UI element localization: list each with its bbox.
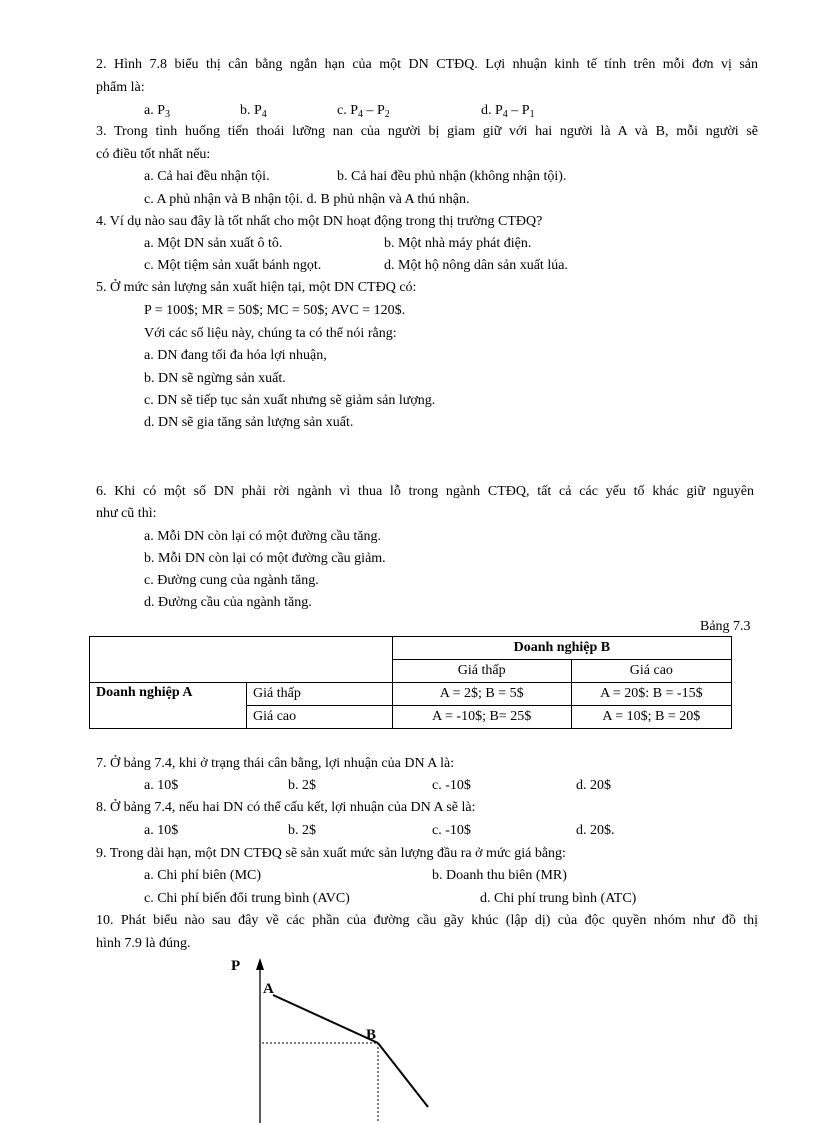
firm-b-low-price: Giá thấp: [392, 660, 571, 683]
q7-option-c: c. -10$: [432, 778, 471, 793]
firm-a-low-price: Giá thấp: [247, 683, 393, 706]
q3-option-b: b. Cả hai đều phủ nhận (không nhận tội).: [337, 169, 567, 184]
q7-option-b: b. 2$: [288, 778, 316, 793]
q6-option-b: b. Mỗi DN còn lại có một đường cầu giảm.: [144, 551, 386, 566]
q5-option-d: d. DN sẽ gia tăng sản lượng sản xuất.: [144, 415, 354, 430]
q8-option-b: b. 2$: [288, 823, 316, 838]
q5-lead: Với các số liệu này, chúng ta có thể nói rằng:: [144, 326, 397, 341]
q6-option-d: d. Đường cầu của ngành tăng.: [144, 595, 312, 610]
payoff-cell: A = -10$; B= 25$: [392, 706, 571, 729]
q2-option-a: a. $P_3$: [144, 103, 170, 120]
q9-option-c: c. Chi phí biến đổi trung bình (AVC): [144, 891, 350, 906]
q2-stem-line2: phẩm là:: [96, 80, 145, 95]
kinked-demand-graph: [220, 950, 460, 1123]
point-a-label: A: [263, 981, 274, 997]
q8-stem: 8. Ở bảng 7.4, nếu hai DN có thể cấu kết, lợi nhuận của DN A sẽ là:: [96, 800, 476, 815]
q5-data-line: P = 100$; MR = 50$; MC = 50$; AVC = 120$.: [144, 303, 406, 318]
q9-stem: 9. Trong dài hạn, một DN CTĐQ sẽ sản xuất mức sản lượng đầu ra ở mức giá bằng:: [96, 846, 566, 861]
q6-stem-line2: như cũ thì:: [96, 506, 157, 521]
q2-option-d: d. $P_4 - P_1$: [481, 103, 535, 120]
table-caption: Bảng 7.3: [700, 619, 751, 634]
q4-option-b: b. Một nhà máy phát điện.: [384, 236, 532, 251]
q6-stem-line1: 6. Khi có một số DN phải rời ngành vì thua lỗ trong ngành CTĐQ, tất cả các yếu tố khác giữ nguyên: [96, 484, 754, 499]
demand-upper-segment: [273, 995, 378, 1043]
q8-option-a: a. 10$: [144, 823, 179, 838]
q6-option-c: c. Đường cung của ngành tăng.: [144, 573, 319, 588]
q2-option-c: c. $P_4 - P_2$: [337, 103, 390, 120]
firm-a-high-price: Giá cao: [247, 706, 393, 729]
q8-option-d: d. 20$.: [576, 823, 615, 838]
q7-stem: 7. Ở bảng 7.4, khi ở trạng thái cân bằng, lợi nhuận của DN A là:: [96, 756, 455, 771]
q9-option-d: d. Chi phí trung bình (ATC): [480, 891, 637, 906]
firm-b-header: Doanh nghiệp B: [392, 637, 731, 660]
table-corner: [90, 637, 393, 683]
q2-stem-line1: 2. Hình 7.8 biểu thị cân bằng ngắn hạn của một DN CTĐQ. Lợi nhuận kinh tế tính trên mỗi đơn vị sản: [96, 57, 758, 72]
q10-stem-line1: 10. Phát biểu nào sau đây về các phần của đường cầu gãy khúc (lập dị) của độc quyền nhóm như đồ thị: [96, 913, 758, 928]
q3-stem-line2: có điều tốt nhất nếu:: [96, 147, 211, 162]
q5-stem: 5. Ở mức sản lượng sản xuất hiện tại, một DN CTĐQ có:: [96, 280, 417, 295]
q4-option-a: a. Một DN sản xuất ô tô.: [144, 236, 283, 251]
p-axis-label: P: [231, 958, 241, 974]
q9-option-b: b. Doanh thu biên (MR): [432, 868, 567, 883]
q5-option-a: a. DN đang tối đa hóa lợi nhuận,: [144, 348, 327, 363]
q8-option-c: c. -10$: [432, 823, 471, 838]
q9-option-a: a. Chi phí biên (MC): [144, 868, 262, 883]
q4-option-d: d. Một hộ nông dân sản xuất lúa.: [384, 258, 568, 273]
payoff-cell: A = 10$; B = 20$: [571, 706, 731, 729]
q5-option-b: b. DN sẽ ngừng sản xuất.: [144, 371, 286, 386]
q3-option-a: a. Cả hai đều nhận tội.: [144, 169, 270, 184]
q7-option-a: a. 10$: [144, 778, 179, 793]
p-axis-arrow: [256, 958, 264, 970]
q4-option-c: c. Một tiệm sản xuất bánh ngọt.: [144, 258, 322, 273]
payoff-table: [89, 636, 732, 729]
point-b-label: B: [366, 1027, 377, 1043]
q5-option-c: c. DN sẽ tiếp tục sản xuất nhưng sẽ giảm sản lượng.: [144, 393, 436, 408]
q3-stem-line1: 3. Trong tình huống tiến thoái lưỡng nan của người bị giam giữ với hai người là A và B, mỗi người sẽ: [96, 124, 758, 139]
q6-option-a: a. Mỗi DN còn lại có một đường cầu tăng.: [144, 529, 381, 544]
q3-option-cd: c. A phủ nhận và B nhận tội. d. B phủ nhận và A thú nhận.: [144, 192, 470, 207]
q2-option-b: b. $P_4$: [240, 103, 267, 120]
firm-b-high-price: Giá cao: [571, 660, 731, 683]
q7-option-d: d. 20$: [576, 778, 611, 793]
q10-stem-line2: hình 7.9 là đúng.: [96, 936, 191, 951]
demand-lower-segment: [378, 1043, 428, 1107]
payoff-cell: A = 20$: B = -15$: [571, 683, 731, 706]
q4-stem: 4. Ví dụ nào sau đây là tốt nhất cho một DN hoạt động trong thị trường CTĐQ?: [96, 214, 543, 229]
payoff-cell: A = 2$; B = 5$: [392, 683, 571, 706]
firm-a-header: Doanh nghiệp A: [90, 683, 247, 729]
